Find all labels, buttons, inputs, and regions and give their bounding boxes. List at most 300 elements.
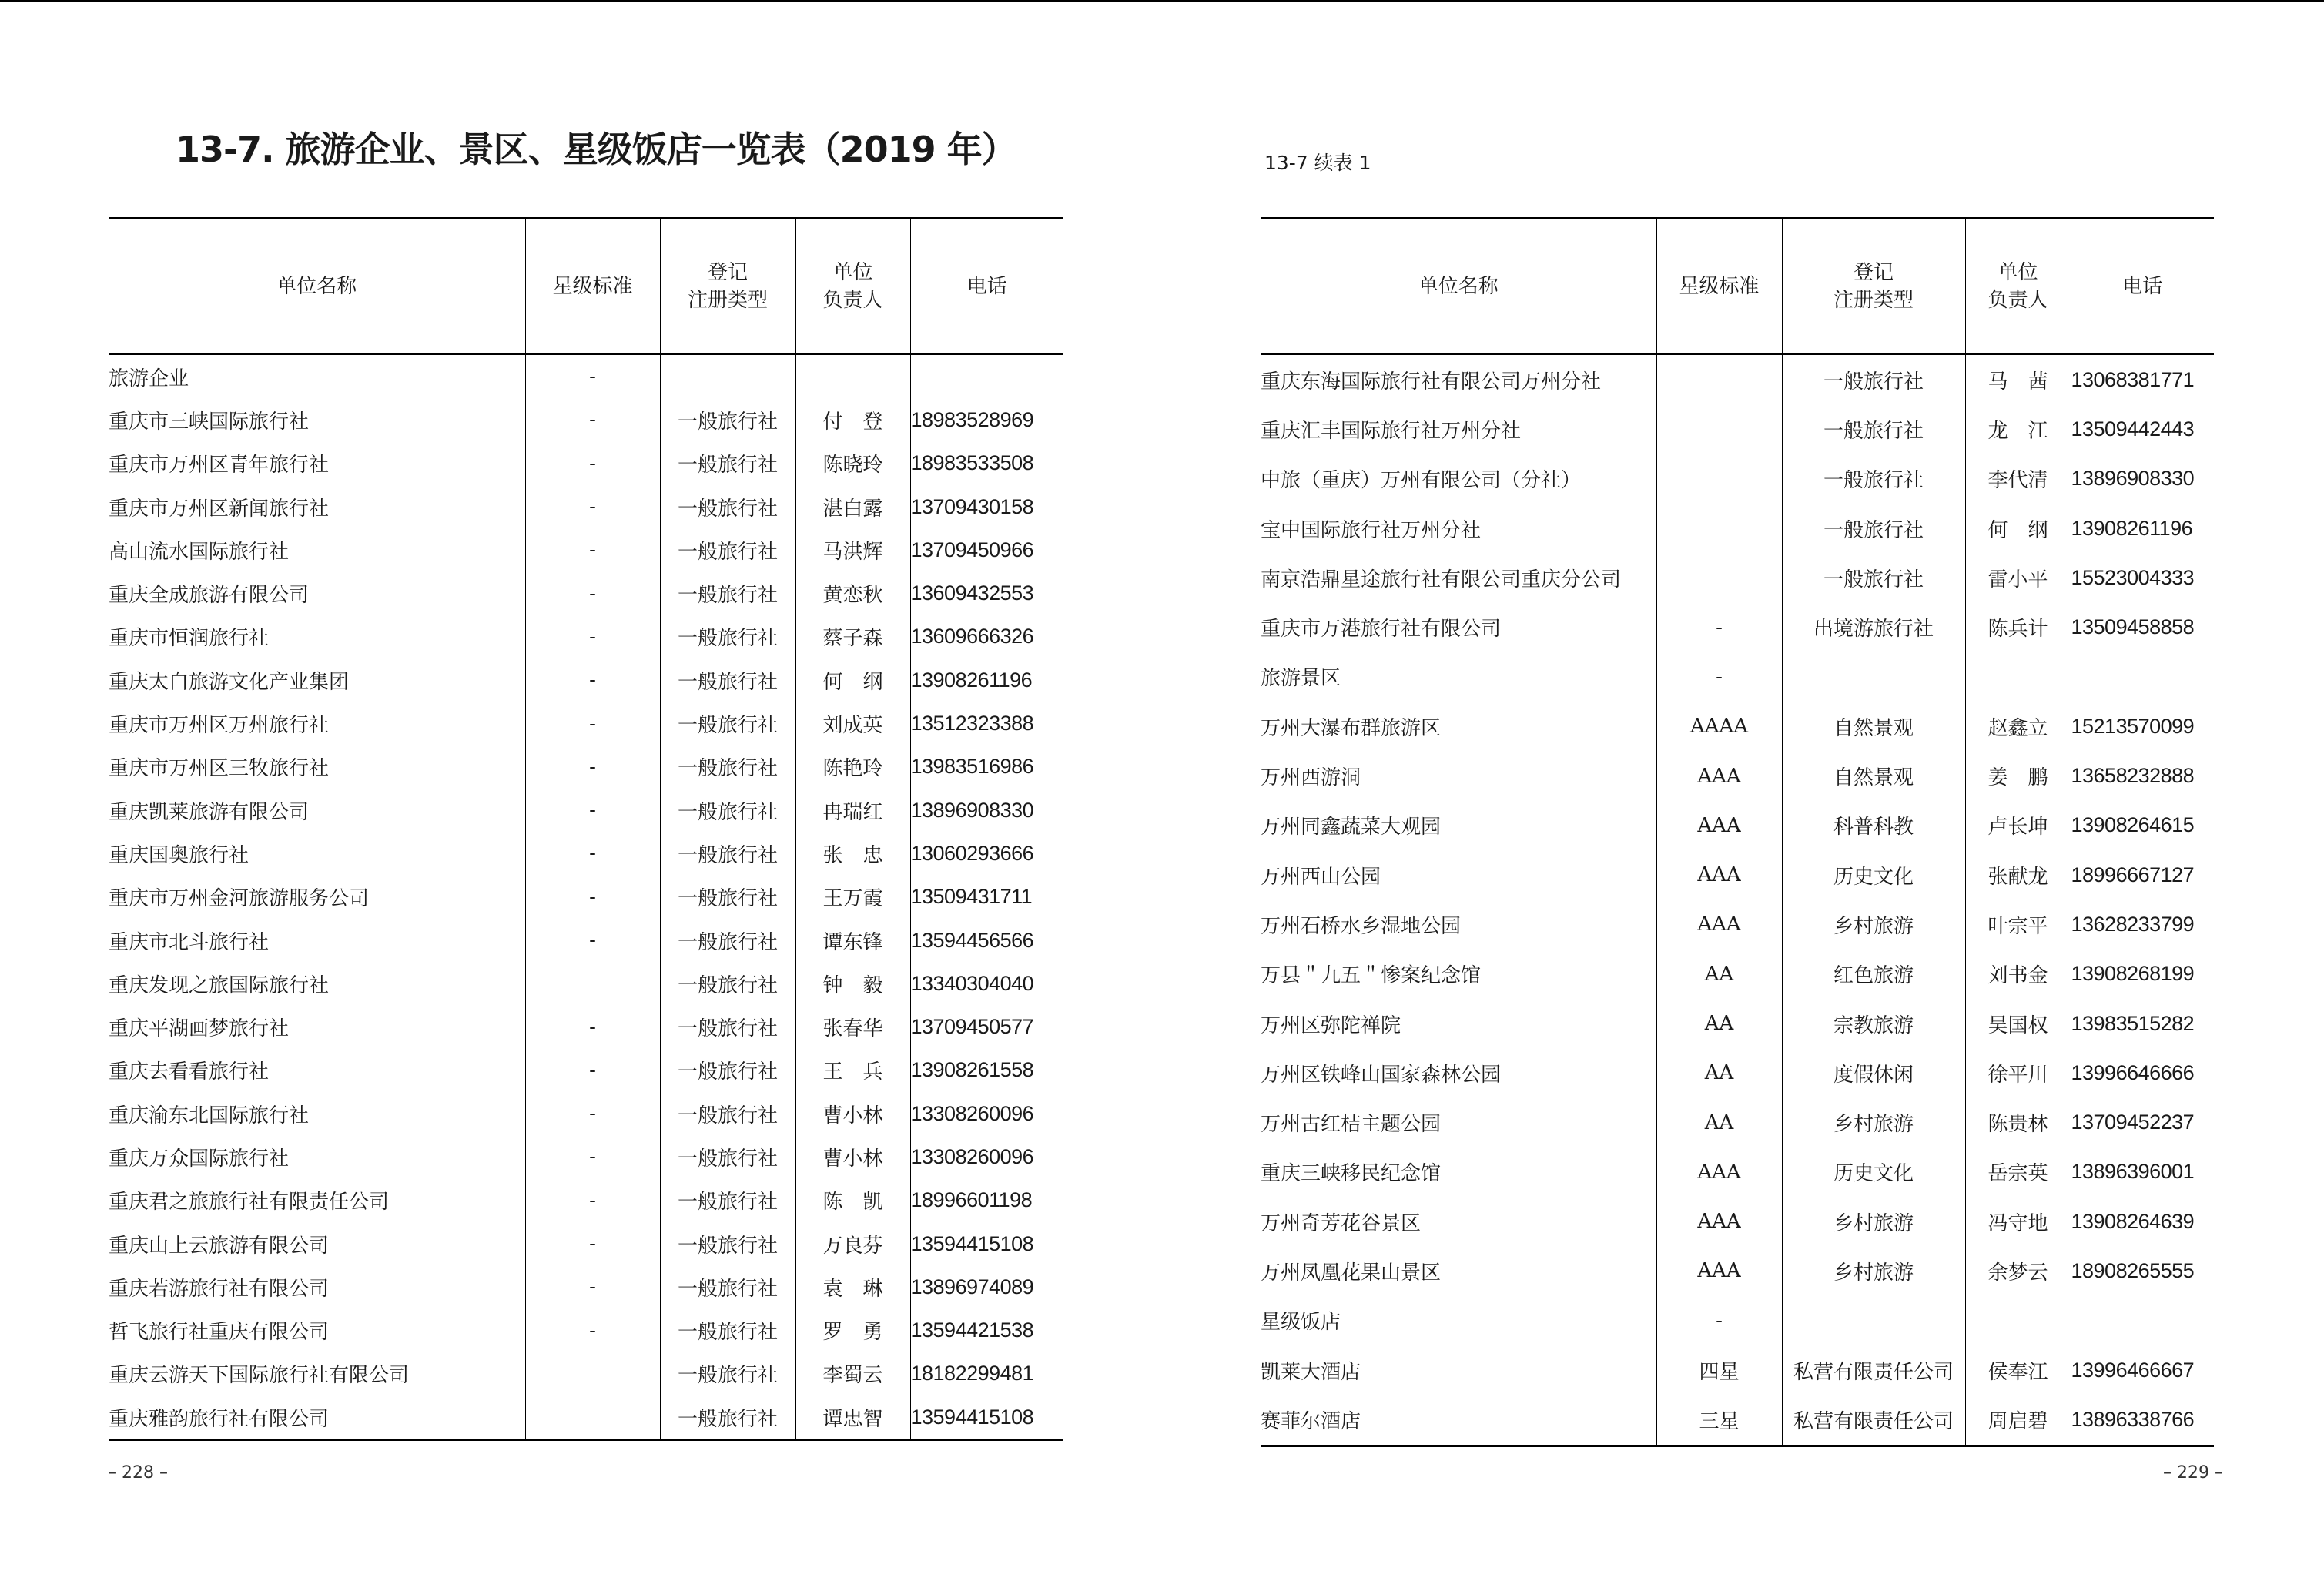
cell-phone: 13340304040 [910, 962, 1063, 1005]
table-row [109, 1395, 1063, 1440]
cell-star-level: AAA [1656, 850, 1782, 900]
cell-person-in-charge: 余梦云 [1965, 1246, 2071, 1295]
cell-star-level: 四星 [1656, 1345, 1782, 1395]
table-row [109, 1005, 1063, 1048]
cell-unit-name: 万县＂九五＂惨案纪念馆 [1261, 964, 1482, 988]
cell-registration-type: 一般旅行社 [660, 1352, 795, 1395]
cell-star-level: - [525, 398, 660, 441]
table-row [109, 702, 1063, 745]
cell-registration-type: 一般旅行社 [660, 702, 795, 745]
table-row [1261, 1147, 2214, 1197]
table-row [109, 919, 1063, 962]
table-row [109, 745, 1063, 789]
header-unit-name: 单位名称 [109, 219, 525, 355]
cell-person-in-charge: 谭忠智 [795, 1395, 910, 1440]
cell-registration-type: 乡村旅游 [1782, 1097, 1965, 1147]
cell-registration-type: 自然景观 [1782, 702, 1965, 751]
table-row [1261, 1395, 2214, 1446]
cell-registration-type: 一般旅行社 [660, 442, 795, 485]
cell-registration-type: 度假休闲 [1782, 1048, 1965, 1097]
cell-phone: 13509431711 [910, 876, 1063, 919]
cell-star-level [1656, 553, 1782, 602]
cell-registration-type: 一般旅行社 [1782, 354, 1965, 404]
table-row [1261, 553, 2214, 602]
table-row [109, 1265, 1063, 1308]
table-row [1261, 950, 2214, 999]
cell-registration-type: 一般旅行社 [660, 571, 795, 615]
cell-star-level: - [525, 919, 660, 962]
cell-registration-type: 一般旅行社 [660, 485, 795, 528]
cell-registration-type: 一般旅行社 [660, 1005, 795, 1048]
cell-phone: 13512323388 [910, 702, 1063, 745]
cell-star-level: - [1656, 602, 1782, 652]
cell-star-level: - [525, 745, 660, 789]
table-row [1261, 1197, 2214, 1246]
cell-registration-type: 一般旅行社 [660, 789, 795, 832]
cell-person-in-charge: 张献龙 [1965, 850, 2071, 900]
cell-unit-name: 重庆市万州金河旅游服务公司 [109, 887, 370, 911]
cell-registration-type: 一般旅行社 [660, 1135, 795, 1178]
cell-phone: 13908261196 [910, 658, 1063, 702]
cell-unit-name: 重庆雅韵旅行社有限公司 [109, 1407, 330, 1431]
cell-phone: 13609666326 [910, 615, 1063, 658]
cell-star-level: - [525, 615, 660, 658]
page-title: 13-7. 旅游企业、景区、星级饭店一览表（2019 年） [176, 129, 1016, 170]
cell-phone: 13658232888 [2071, 751, 2214, 800]
table-row [1261, 1246, 2214, 1295]
cell-registration-type: 一般旅行社 [660, 1092, 795, 1135]
cell-phone [910, 354, 1063, 398]
cell-phone: 13896338766 [2071, 1395, 2214, 1446]
cell-registration-type: 一般旅行社 [660, 962, 795, 1005]
tourism-table-right [1261, 217, 2214, 1447]
cell-unit-name: 重庆东海国际旅行社有限公司万州分社 [1261, 370, 1602, 394]
cell-phone: 13896908330 [2071, 454, 2214, 504]
cell-unit-name: 万州大瀑布群旅游区 [1261, 716, 1442, 740]
table-row [1261, 404, 2214, 454]
cell-phone: 13594421538 [910, 1309, 1063, 1352]
cell-star-level: 三星 [1656, 1395, 1782, 1446]
cell-person-in-charge: 谭东锋 [795, 919, 910, 962]
table-row [109, 789, 1063, 832]
cell-phone: 13609432553 [910, 571, 1063, 615]
cell-person-in-charge: 姜 鹏 [1965, 751, 2071, 800]
cell-registration-type: 宗教旅游 [1782, 999, 1965, 1048]
cell-person-in-charge: 陈艳玲 [795, 745, 910, 789]
cell-phone: 13896974089 [910, 1265, 1063, 1308]
cell-star-level: - [525, 1092, 660, 1135]
cell-star-level: - [525, 702, 660, 745]
header-person-in-charge: 单位 负责人 [795, 219, 910, 355]
cell-unit-name: 重庆凯莱旅游有限公司 [109, 800, 310, 824]
table-row [1261, 751, 2214, 800]
cell-person-in-charge: 陈晓玲 [795, 442, 910, 485]
cell-phone: 13908261196 [2071, 504, 2214, 553]
table-row [109, 398, 1063, 441]
cell-unit-name: 重庆市万州区三牧旅行社 [109, 757, 330, 781]
table-row [109, 876, 1063, 919]
cell-star-level: - [525, 354, 660, 398]
table-row [1261, 652, 2214, 702]
cell-registration-type: 历史文化 [1782, 1147, 1965, 1197]
cell-phone: 13983516986 [910, 745, 1063, 789]
cell-registration-type: 一般旅行社 [1782, 553, 1965, 602]
page-number-right: – 229 – [2163, 1463, 2223, 1482]
table-row [109, 485, 1063, 528]
cell-phone: 13908264639 [2071, 1197, 2214, 1246]
cell-person-in-charge: 侯奉江 [1965, 1345, 2071, 1395]
cell-phone: 18983533508 [910, 442, 1063, 485]
table-row [1261, 1296, 2214, 1345]
cell-registration-type: 一般旅行社 [660, 615, 795, 658]
cell-registration-type: 一般旅行社 [660, 1049, 795, 1092]
cell-phone [2071, 1296, 2214, 1345]
cell-unit-name: 万州凤凰花果山景区 [1261, 1261, 1442, 1285]
cell-phone: 13996466667 [2071, 1345, 2214, 1395]
table-row [1261, 454, 2214, 504]
cell-registration-type: 一般旅行社 [1782, 454, 1965, 504]
cell-registration-type: 一般旅行社 [660, 876, 795, 919]
cell-person-in-charge: 叶宗平 [1965, 900, 2071, 949]
table-row [109, 571, 1063, 615]
cell-phone: 13060293666 [910, 832, 1063, 875]
cell-person-in-charge: 付 登 [795, 398, 910, 441]
header-registration-type: 登记 注册类型 [660, 219, 795, 355]
cell-star-level: - [1656, 1296, 1782, 1345]
table-row [109, 354, 1063, 398]
cell-registration-type: 科普科教 [1782, 801, 1965, 850]
cell-star-level: AA [1656, 950, 1782, 999]
table-header-row [109, 219, 1063, 355]
table-row [1261, 702, 2214, 751]
cell-unit-name: 万州西山公园 [1261, 865, 1381, 889]
cell-unit-name: 重庆太白旅游文化产业集团 [109, 670, 350, 694]
header-registration-type: 登记 注册类型 [1782, 219, 1965, 355]
table-row [109, 442, 1063, 485]
cell-unit-name: 万州区铁峰山国家森林公园 [1261, 1063, 1502, 1087]
cell-unit-name: 重庆市万州区万州旅行社 [109, 714, 330, 738]
cell-unit-name: 重庆三峡移民纪念馆 [1261, 1162, 1442, 1186]
cell-phone: 13594415108 [910, 1222, 1063, 1265]
cell-star-level: - [525, 1005, 660, 1048]
table-row [1261, 354, 2214, 404]
header-star-level: 星级标准 [1656, 219, 1782, 355]
cell-person-in-charge: 张 忠 [795, 832, 910, 875]
cell-person-in-charge: 刘成英 [795, 702, 910, 745]
cell-unit-name: 重庆去看看旅行社 [109, 1060, 270, 1084]
continuation-label: 13-7 续表 1 [1264, 152, 1371, 174]
cell-phone: 18996601198 [910, 1179, 1063, 1222]
table-row [1261, 1097, 2214, 1147]
cell-person-in-charge: 周启碧 [1965, 1395, 2071, 1446]
cell-person-in-charge: 何 纲 [795, 658, 910, 702]
cell-unit-name: 哲飞旅行社重庆有限公司 [109, 1321, 330, 1345]
cell-registration-type: 乡村旅游 [1782, 1246, 1965, 1295]
cell-phone: 13308260096 [910, 1135, 1063, 1178]
table-row [1261, 1048, 2214, 1097]
cell-star-level: - [525, 1179, 660, 1222]
cell-unit-name: 重庆平湖画梦旅行社 [109, 1017, 290, 1041]
cell-star-level: AAAA [1656, 702, 1782, 751]
cell-unit-name: 重庆市万港旅行社有限公司 [1261, 618, 1502, 642]
cell-person-in-charge: 冯守地 [1965, 1197, 2071, 1246]
cell-unit-name: 重庆君之旅旅行社有限责任公司 [109, 1191, 390, 1214]
cell-person-in-charge: 雷小平 [1965, 553, 2071, 602]
table-row [1261, 602, 2214, 652]
cell-registration-type: 历史文化 [1782, 850, 1965, 900]
cell-person-in-charge: 王 兵 [795, 1049, 910, 1092]
table-row [109, 1135, 1063, 1178]
cell-person-in-charge: 冉瑞红 [795, 789, 910, 832]
right-page [1162, 0, 2324, 1588]
cell-unit-name: 万州古红桔主题公园 [1261, 1113, 1442, 1137]
cell-phone: 18908265555 [2071, 1246, 2214, 1295]
cell-registration-type: 一般旅行社 [660, 1395, 795, 1440]
cell-person-in-charge: 赵鑫立 [1965, 702, 2071, 751]
table-body-right [1261, 354, 2214, 1446]
table-row [1261, 900, 2214, 949]
table-row [1261, 1345, 2214, 1395]
cell-phone: 13908261558 [910, 1049, 1063, 1092]
table-row [109, 962, 1063, 1005]
cell-unit-name: 万州奇芳花谷景区 [1261, 1211, 1422, 1235]
cell-star-level [1656, 354, 1782, 404]
cell-unit-name: 重庆市万州区新闻旅行社 [109, 497, 330, 521]
cell-unit-name: 重庆若游旅行社有限公司 [109, 1277, 330, 1301]
table-row [109, 528, 1063, 571]
cell-registration-type [1782, 1296, 1965, 1345]
cell-unit-name: 重庆山上云旅游有限公司 [109, 1234, 330, 1258]
cell-person-in-charge: 蔡子森 [795, 615, 910, 658]
cell-star-level: - [1656, 652, 1782, 702]
cell-star-level: - [525, 1135, 660, 1178]
cell-person-in-charge: 李代清 [1965, 454, 2071, 504]
cell-registration-type: 一般旅行社 [660, 1265, 795, 1308]
cell-person-in-charge: 徐平川 [1965, 1048, 2071, 1097]
cell-registration-type: 自然景观 [1782, 751, 1965, 800]
cell-star-level: AA [1656, 1048, 1782, 1097]
cell-person-in-charge: 曹小林 [795, 1092, 910, 1135]
cell-person-in-charge: 陈兵计 [1965, 602, 2071, 652]
cell-unit-name: 重庆全成旅游有限公司 [109, 584, 310, 608]
cell-unit-name: 万州区弥陀禅院 [1261, 1013, 1401, 1037]
cell-registration-type: 一般旅行社 [660, 398, 795, 441]
cell-unit-name: 重庆万众国际旅行社 [109, 1147, 290, 1171]
cell-phone: 13908264615 [2071, 801, 2214, 850]
cell-unit-name: 重庆发现之旅国际旅行社 [109, 973, 330, 997]
cell-unit-name: 万州同鑫蔬菜大观园 [1261, 816, 1442, 839]
cell-unit-name: 万州石桥水乡湿地公园 [1261, 914, 1462, 938]
cell-phone: 13983515282 [2071, 999, 2214, 1048]
cell-person-in-charge [1965, 652, 2071, 702]
header-person-in-charge: 单位 负责人 [1965, 219, 2071, 355]
cell-star-level: - [525, 528, 660, 571]
cell-registration-type: 乡村旅游 [1782, 1197, 1965, 1246]
cell-person-in-charge: 罗 勇 [795, 1309, 910, 1352]
page-number-left: – 228 – [108, 1463, 168, 1482]
cell-registration-type: 一般旅行社 [660, 528, 795, 571]
table-row [109, 658, 1063, 702]
cell-unit-name: 重庆渝东北国际旅行社 [109, 1104, 310, 1127]
cell-person-in-charge: 龙 江 [1965, 404, 2071, 454]
cell-registration-type: 私营有限责任公司 [1782, 1395, 1965, 1446]
cell-registration-type: 一般旅行社 [660, 832, 795, 875]
cell-registration-type: 一般旅行社 [660, 745, 795, 789]
cell-registration-type: 乡村旅游 [1782, 900, 1965, 949]
table-body-left [109, 354, 1063, 1440]
cell-star-level: - [525, 658, 660, 702]
table-row [1261, 850, 2214, 900]
cell-star-level [1656, 504, 1782, 553]
cell-unit-name: 宝中国际旅行社万州分社 [1261, 518, 1482, 542]
cell-star-level [525, 962, 660, 1005]
cell-phone: 13709430158 [910, 485, 1063, 528]
cell-phone: 15523004333 [2071, 553, 2214, 602]
cell-phone: 13509458858 [2071, 602, 2214, 652]
cell-unit-name: 赛菲尔酒店 [1261, 1409, 1361, 1433]
table-row [1261, 801, 2214, 850]
table-row [109, 1092, 1063, 1135]
cell-unit-name: 重庆市北斗旅行社 [109, 930, 270, 954]
cell-phone: 13308260096 [910, 1092, 1063, 1135]
cell-registration-type: 一般旅行社 [660, 919, 795, 962]
cell-registration-type: 红色旅游 [1782, 950, 1965, 999]
cell-phone: 13908268199 [2071, 950, 2214, 999]
cell-star-level: - [525, 876, 660, 919]
cell-person-in-charge: 卢长坤 [1965, 801, 2071, 850]
cell-phone [2071, 652, 2214, 702]
cell-star-level: AAA [1656, 801, 1782, 850]
cell-star-level [525, 1352, 660, 1395]
cell-star-level: - [525, 485, 660, 528]
cell-person-in-charge [1965, 1296, 2071, 1345]
cell-unit-name: 旅游企业 [109, 367, 189, 390]
table-row [109, 832, 1063, 875]
tourism-table-left [109, 217, 1063, 1441]
cell-star-level: AAA [1656, 900, 1782, 949]
cell-person-in-charge: 马 茜 [1965, 354, 2071, 404]
cell-registration-type: 一般旅行社 [660, 1179, 795, 1222]
cell-unit-name: 万州西游洞 [1261, 766, 1361, 790]
table-row [109, 1049, 1063, 1092]
cell-phone: 13628233799 [2071, 900, 2214, 949]
cell-person-in-charge: 张春华 [795, 1005, 910, 1048]
cell-star-level [1656, 404, 1782, 454]
cell-registration-type: 一般旅行社 [1782, 404, 1965, 454]
cell-unit-name: 重庆市万州区青年旅行社 [109, 454, 330, 477]
cell-unit-name: 凯莱大酒店 [1261, 1360, 1361, 1384]
cell-unit-name: 星级饭店 [1261, 1311, 1341, 1335]
cell-phone: 13594456566 [910, 919, 1063, 962]
cell-phone: 13594415108 [910, 1395, 1063, 1440]
cell-registration-type: 私营有限责任公司 [1782, 1345, 1965, 1395]
cell-star-level: AAA [1656, 1147, 1782, 1197]
cell-star-level: - [525, 789, 660, 832]
cell-star-level: - [525, 1222, 660, 1265]
cell-unit-name: 旅游景区 [1261, 667, 1341, 691]
cell-star-level: AAA [1656, 751, 1782, 800]
table-row [1261, 504, 2214, 553]
table-header-row [1261, 219, 2214, 355]
table-row [1261, 999, 2214, 1048]
table-row [109, 1179, 1063, 1222]
header-phone: 电话 [2071, 219, 2214, 355]
cell-registration-type [1782, 652, 1965, 702]
cell-unit-name: 重庆汇丰国际旅行社万州分社 [1261, 419, 1522, 443]
cell-phone: 13509442443 [2071, 404, 2214, 454]
table-row [109, 1222, 1063, 1265]
cell-star-level: AAA [1656, 1246, 1782, 1295]
cell-star-level [1656, 454, 1782, 504]
cell-registration-type: 一般旅行社 [1782, 504, 1965, 553]
cell-person-in-charge: 李蜀云 [795, 1352, 910, 1395]
cell-phone: 18996667127 [2071, 850, 2214, 900]
cell-person-in-charge: 袁 琳 [795, 1265, 910, 1308]
cell-person-in-charge: 刘书金 [1965, 950, 2071, 999]
cell-star-level: AAA [1656, 1197, 1782, 1246]
cell-registration-type: 一般旅行社 [660, 658, 795, 702]
cell-registration-type: 一般旅行社 [660, 1309, 795, 1352]
header-phone: 电话 [910, 219, 1063, 355]
cell-unit-name: 重庆市三峡国际旅行社 [109, 410, 310, 434]
cell-phone: 13996646666 [2071, 1048, 2214, 1097]
cell-phone: 13068381771 [2071, 354, 2214, 404]
cell-phone: 13709450966 [910, 528, 1063, 571]
cell-star-level: - [525, 1265, 660, 1308]
cell-star-level: - [525, 832, 660, 875]
cell-star-level: AA [1656, 1097, 1782, 1147]
cell-person-in-charge: 黄恋秋 [795, 571, 910, 615]
cell-star-level [525, 1395, 660, 1440]
cell-unit-name: 重庆国奥旅行社 [109, 843, 249, 867]
cell-phone: 18983528969 [910, 398, 1063, 441]
cell-person-in-charge: 岳宗英 [1965, 1147, 2071, 1197]
cell-star-level: - [525, 442, 660, 485]
cell-person-in-charge: 曹小林 [795, 1135, 910, 1178]
cell-star-level: - [525, 571, 660, 615]
cell-phone: 18182299481 [910, 1352, 1063, 1395]
cell-phone: 13709450577 [910, 1005, 1063, 1048]
cell-phone: 13896908330 [910, 789, 1063, 832]
cell-person-in-charge: 何 纲 [1965, 504, 2071, 553]
cell-person-in-charge: 吴国权 [1965, 999, 2071, 1048]
cell-person-in-charge: 钟 毅 [795, 962, 910, 1005]
cell-phone: 13709452237 [2071, 1097, 2214, 1147]
cell-unit-name: 南京浩鼎星途旅行社有限公司重庆分公司 [1261, 568, 1622, 591]
table-row [109, 1352, 1063, 1395]
cell-star-level: - [525, 1049, 660, 1092]
cell-person-in-charge [795, 354, 910, 398]
cell-phone: 13896396001 [2071, 1147, 2214, 1197]
cell-person-in-charge: 陈贵林 [1965, 1097, 2071, 1147]
cell-person-in-charge: 湛白露 [795, 485, 910, 528]
cell-unit-name: 重庆云游天下国际旅行社有限公司 [109, 1364, 410, 1388]
cell-unit-name: 中旅（重庆）万州有限公司（分社） [1261, 469, 1582, 493]
cell-unit-name: 重庆市恒润旅行社 [109, 627, 270, 651]
table-row [109, 1309, 1063, 1352]
cell-star-level: AA [1656, 999, 1782, 1048]
cell-star-level: - [525, 1309, 660, 1352]
cell-person-in-charge: 马洪辉 [795, 528, 910, 571]
cell-person-in-charge: 王万霞 [795, 876, 910, 919]
table-row [109, 615, 1063, 658]
cell-person-in-charge: 陈 凯 [795, 1179, 910, 1222]
header-star-level: 星级标准 [525, 219, 660, 355]
cell-registration-type: 出境游旅行社 [1782, 602, 1965, 652]
cell-person-in-charge: 万良芬 [795, 1222, 910, 1265]
cell-unit-name: 高山流水国际旅行社 [109, 540, 290, 564]
cell-registration-type: 一般旅行社 [660, 1222, 795, 1265]
